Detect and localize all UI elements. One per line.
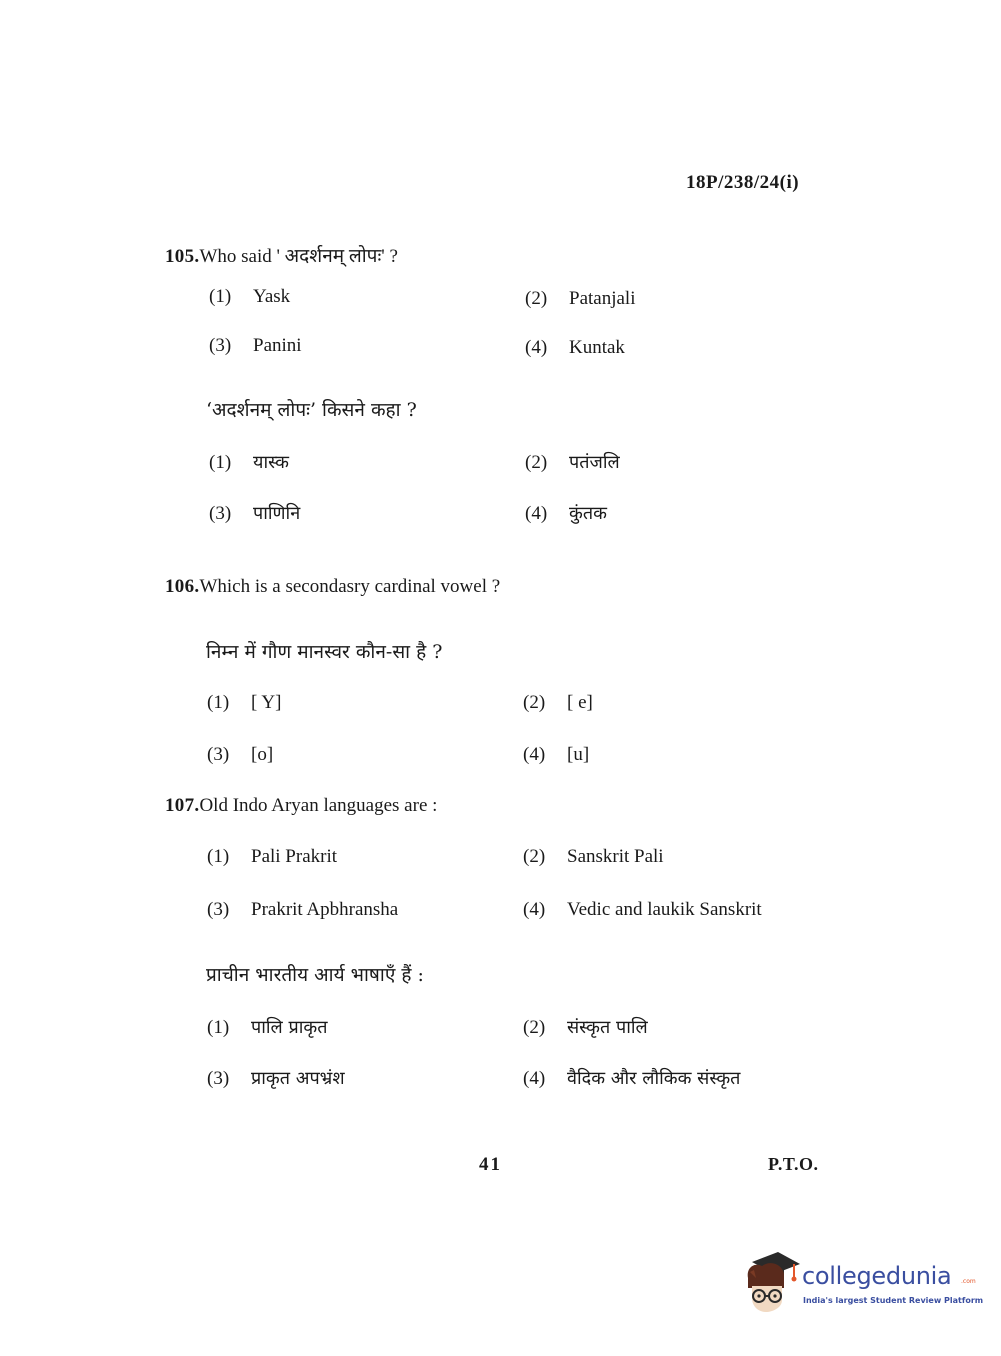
question-text-hi: प्राचीन भारतीय आर्य भाषाएँ हैं : [206,964,424,986]
question-text [165,576,500,598]
option-1-en [209,286,290,308]
option-number: (4) [525,337,548,358]
logo-wordmark: collegedunia [802,1262,952,1290]
option-text: [u] [567,744,590,765]
logo-suffix: .com [961,1278,976,1285]
option-text: Pali Prakrit [251,846,338,867]
option-1 [207,692,281,714]
question-number: 105. [165,246,200,267]
option-4-hi [525,501,607,525]
option-text: पाणिनि [253,503,301,524]
question-number: 106. [165,576,200,597]
option-text: Panini [253,335,302,356]
option-number: (2) [523,1017,546,1038]
question-text [165,242,398,268]
option-number: (1) [209,286,232,307]
option-number: (3) [209,503,232,524]
option-number: (3) [209,335,232,356]
option-1-hi [207,1015,327,1039]
option-number: (1) [207,692,230,713]
question-text-hi: ‘अदर्शनम् लोपः’ किसने कहा ? [206,399,417,421]
option-text: Yask [253,286,291,307]
option-number: (3) [207,1068,230,1089]
option-2-en [523,846,664,868]
option-number: (2) [525,452,548,473]
option-3-en [209,335,302,357]
option-text: Vedic and laukik Sanskrit [567,899,762,920]
page-number: 41 [479,1154,502,1175]
option-text: Sanskrit Pali [567,846,664,867]
question-number: 107. [165,795,200,816]
option-number: (4) [525,503,548,524]
question-text-en: Which is a secondasry cardinal vowel ? [199,576,501,597]
mascot-icon [742,1248,800,1314]
option-4-hi [523,1066,740,1090]
option-text: [ Y] [251,692,282,713]
option-2-en [525,288,635,310]
logo-tagline: India's largest Student Review Platform [803,1296,984,1305]
option-text: कुंतक [569,503,607,524]
option-number: (2) [523,846,546,867]
option-text: [o] [251,744,274,765]
option-2-hi [525,450,620,474]
option-number: (4) [523,899,546,920]
question-text-hi: निम्न में गौण मानस्वर कौन-सा है ? [206,641,443,663]
option-number: (2) [523,692,546,713]
option-number: (4) [523,744,546,765]
option-number: (1) [207,846,230,867]
option-text: पतंजलि [569,452,620,473]
option-4-en [525,337,625,359]
option-3 [207,744,273,766]
option-3-hi [207,1066,345,1090]
option-text: [ e] [567,692,593,713]
option-text: प्राकृत अपभ्रंश [251,1068,345,1089]
collegedunia-logo [742,1248,984,1316]
option-3-hi [209,501,300,525]
option-text: Prakrit Apbhransha [251,899,399,920]
option-number: (3) [207,744,230,765]
question-text [165,795,437,817]
option-text: Patanjali [569,288,636,309]
option-text: संस्कृत पालि [567,1017,648,1038]
option-number: (3) [207,899,230,920]
option-text: वैदिक और लौकिक संस्कृत [567,1068,741,1089]
option-2 [523,692,593,714]
option-4 [523,744,589,766]
option-3-en [207,899,398,921]
option-text: Kuntak [569,337,625,358]
option-4-en [523,899,762,921]
option-2-hi [523,1015,648,1039]
option-text: पालि प्राकृत [251,1017,328,1038]
option-number: (2) [525,288,548,309]
option-number: (4) [523,1068,546,1089]
option-number: (1) [209,452,232,473]
option-text: यास्क [253,452,289,473]
question-text-en: Old Indo Aryan languages are : [199,795,438,816]
option-1-en [207,846,337,868]
option-number: (1) [207,1017,230,1038]
option-1-hi [209,450,289,474]
pto-label: P.T.O. [768,1154,819,1174]
question-text-en: Who said ' अदर्शनम् लोपः' ? [199,246,398,267]
page-code: 18P/238/24(i) [686,172,800,193]
